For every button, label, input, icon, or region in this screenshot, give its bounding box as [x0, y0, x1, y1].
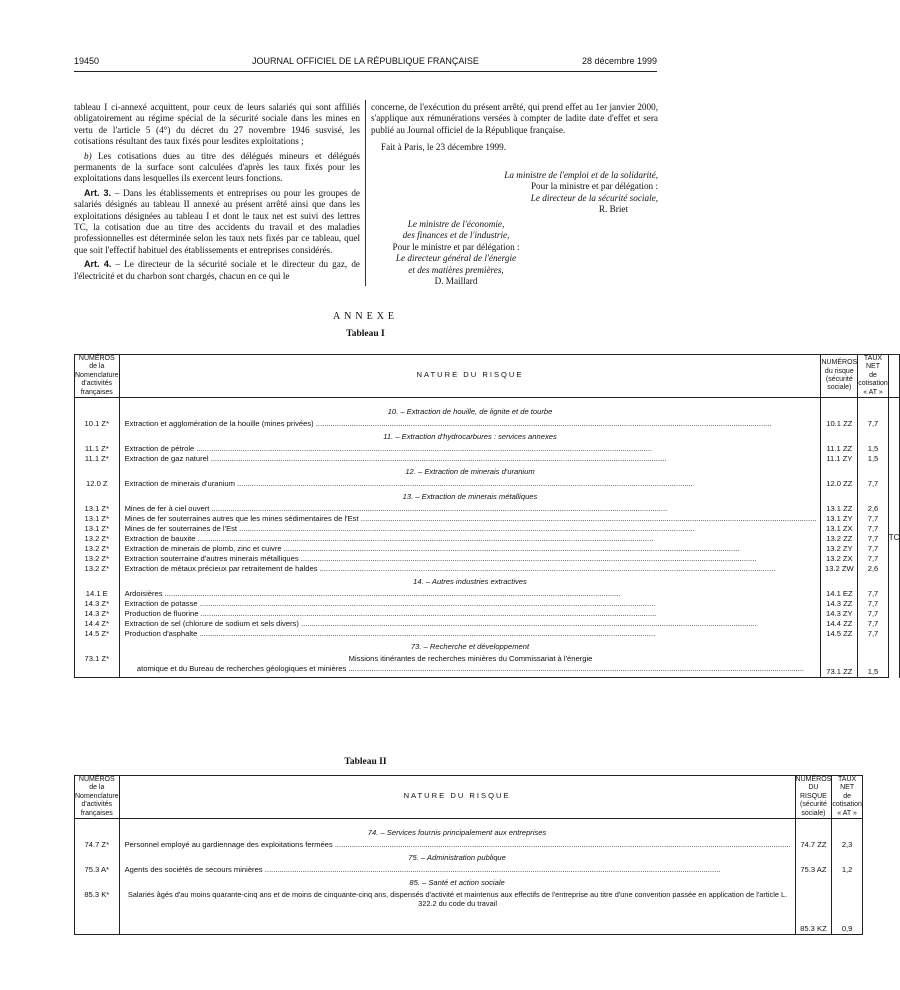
- tableau-1-title: Tableau I: [346, 329, 385, 339]
- section-row: 14. – Autres industries extractives: [75, 574, 900, 589]
- table-row: 73.1 Z* Missions itinérantes de recherches minières du Commissariat à l'énergie atomique et du Bureau de recherches géologiques et minières ..... 73.1 ZZ 1,5: [75, 654, 900, 678]
- col-header-code: NUMÉROS de la Nomenclature d'activités françaises: [75, 776, 119, 817]
- table-row: 12.0 Z Extraction de minerais d'uranium ..... 12.0 ZZ 7,7: [75, 479, 900, 489]
- page-header: [74, 56, 657, 70]
- col-header-rate: TAUX NET de cotisation « AT »: [858, 355, 888, 396]
- left-column: [74, 102, 360, 285]
- section-row: 13. – Extraction de minerais métalliques: [75, 489, 900, 504]
- table-row: 11.1 Z* Extraction de pétrole ..... 11.1 ZZ 1,5: [75, 444, 900, 454]
- annexe-title: ANNEXE: [332, 311, 399, 322]
- header-rule: [74, 71, 657, 72]
- table-row: 11.1 Z* Extraction de gaz naturel ..... 11.1 ZY 1,5: [75, 454, 900, 464]
- issue-date: 28 décembre 1999: [581, 56, 657, 66]
- article-3: Art. 3. – Dans les établissements et entreprises ou pour les groupes de salariés désignés au tableau II annexé au présent arrêté ainsi que dans les exploitations désignées au tableau I et dont le taux net est suivi des lettres TC, la cotisation due au titre des accidents du travail et des maladies professionnelles est déterminée selon les taux nets fixés par ce tableau, quel que soit l'effectif habituel des établissements et entreprises considérés.: [74, 187, 360, 255]
- section-row: 11. – Extraction d'hydrocarbures : services annexes: [75, 429, 900, 444]
- table-row: 75.3 A* Agents des sociétés de secours minières ..... 75.3 AZ 1,2: [75, 865, 863, 875]
- col-header-nature: NATURE DU RISQUE: [119, 355, 821, 398]
- article-4: Art. 4. – Le directeur de la sécurité sociale et le directeur du gaz, de l'électricité et du charbon sont chargés, chacun en ce qui le: [74, 259, 360, 281]
- signature-block-1: La ministre de l'emploi et de la solidarité, Pour la ministre et par délégation : Le directeur de la sécurité sociale, R. Briet: [504, 170, 658, 215]
- col-header-rate: TAUX NET de cotisation « AT »: [832, 776, 862, 817]
- paragraph: b) Les cotisations dues au titre des délégués mineurs et délégués permanents de la surface sont calculées d'après les taux fixés pour les exploitations dans lesquelles ils exercent leurs fonctions.: [74, 150, 361, 184]
- section-row: 10. – Extraction de houille, de lignite et de tourbe: [75, 404, 900, 419]
- table-row: 14.5 Z* Production d'asphalte ..... 14.5 ZZ 7,7: [75, 629, 900, 639]
- tableau-1: [74, 354, 900, 678]
- table-row: 13.1 Z* Mines de fer souterraines de l'Est ..... 13.1 ZX 7,7: [75, 524, 900, 534]
- col-header-risk: NUMÉROS du risque (sécurité sociale): [821, 355, 858, 398]
- col-header-extra: [888, 355, 900, 398]
- section-row: 73. – Recherche et développement: [75, 639, 900, 654]
- table-row: 14.4 Z* Extraction de sel (chlorure de sodium et sels divers) ..... 14.4 ZZ 7,7: [75, 619, 900, 629]
- table-row: 13.2 Z* Extraction de métaux précieux par retraitement de haldes ..... 13.2 ZW 2,6: [75, 564, 900, 574]
- table-row: 74.7 Z* Personnel employé au gardiennage des exploitations fermées ..... 74.7 ZZ 2,3: [75, 840, 863, 850]
- tc-marker: TC: [888, 533, 900, 543]
- table-row: 13.2 Z* Extraction de minerais de plomb, zinc et cuivre ..... 13.2 ZY 7,7: [75, 544, 900, 554]
- section-row: 75. – Administration publique: [75, 850, 863, 865]
- paragraph: concerne, de l'exécution du présent arrêté, qui prend effet au 1er janvier 2000, s'applique aux rémunérations versées à compter de ladite date d'effet et sera publié au Journal officiel de la République française.: [371, 102, 658, 135]
- table-row: 13.2 Z* Extraction de bauxite ..... 13.2 ZZ 7,7: [75, 534, 900, 544]
- tableau-2: [74, 775, 863, 935]
- table-row: 13.2 Z* Extraction souterraine d'autres minerais métalliques ..... 13.2 ZX 7,7: [75, 554, 900, 564]
- section-row: 85. – Santé et action sociale: [75, 875, 863, 890]
- table-row: 14.3 Z* Extraction de potasse ..... 14.3 ZZ 7,7: [75, 599, 900, 609]
- section-row: 74. – Services fournis principalement aux entreprises: [75, 825, 863, 840]
- table-row: 13.1 Z* Mines de fer souterraines autres que les mines sédimentaires de l'Est ..... 13.1 ZY 7,7: [75, 514, 900, 524]
- col-header-code: NUMÉROS de la Nomenclature d'activités françaises: [75, 355, 119, 396]
- place-date: Fait à Paris, le 23 décembre 1999.: [381, 142, 507, 153]
- table-row: 10.1 Z* Extraction et agglomération de la houille (mines privées) ..... 10.1 ZZ 7,7: [75, 419, 900, 429]
- table-row: 14.3 Z* Production de fluorine ..... 14.3 ZY 7,7: [75, 609, 900, 619]
- col-header-nature: NATURE DU RISQUE: [119, 776, 795, 819]
- table-row: 85.3 K* Salariés âgés d'au moins quarante-cinq ans et de moins de cinquante-cinq ans, dispensés d'activité et maintenus aux effectifs de l'entreprise au titre d'une convention passée en application de l'article L. 322.2 du code du travail 85.3 KZ 0,9: [75, 890, 863, 935]
- tableau-2-title: Tableau II: [344, 757, 387, 767]
- table-row: 14.1 E Ardoisières ..... 14.1 EZ 7,7: [75, 589, 900, 599]
- journal-title: JOURNAL OFFICIEL DE LA RÉPUBLIQUE FRANÇAISE: [252, 56, 479, 66]
- paragraph: tableau I ci-annexé acquittent, pour ceux de leurs salariés qui sont affiliés obligatoirement au régime spécial de la sécurité sociale dans les mines en vertu de l'article 5 (4°) du décret du 27 novembre 1946 susvisé, les cotisations résultant des taux fixés pour lesdites exploitations ;: [74, 102, 360, 147]
- column-separator: [365, 100, 366, 286]
- right-column: [371, 102, 658, 157]
- signature-block-2: Le ministre de l'économie, des finances et de l'industrie, Pour le ministre et par délégation : Le directeur général de l'énergie et des matières premières, D. Maillard: [392, 219, 520, 287]
- page-number: 19450: [74, 56, 100, 66]
- section-row: 12. – Extraction de minerais d'uranium: [75, 464, 900, 479]
- col-header-risk: NUMÉROS DU RISQUE (sécurité sociale): [795, 776, 832, 817]
- table-row: 13.1 Z* Mines de fer à ciel ouvert ..... 13.1 ZZ 2,6: [75, 504, 900, 514]
